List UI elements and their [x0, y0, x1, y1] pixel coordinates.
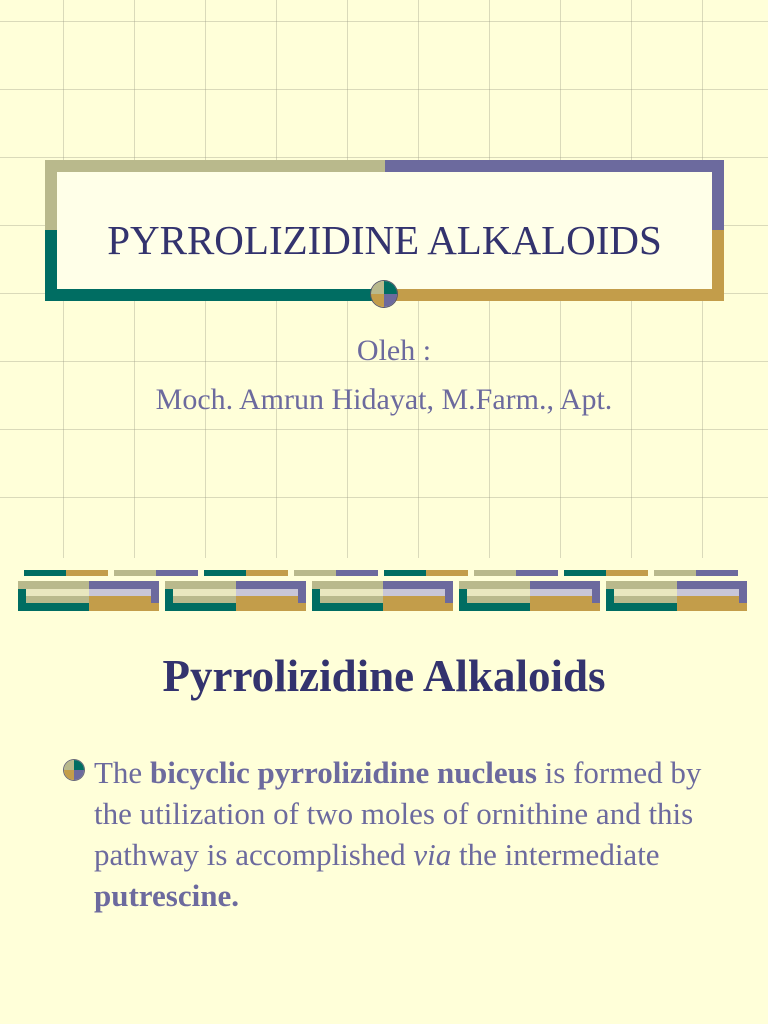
- frame-segment: [385, 160, 724, 172]
- decorative-bar: [606, 581, 747, 611]
- stripe: [66, 570, 108, 576]
- italic-term: via: [413, 837, 452, 872]
- stripe: [606, 570, 648, 576]
- stripe: [204, 570, 246, 576]
- quartered-circle-icon: [371, 281, 397, 307]
- stripe: [24, 570, 66, 576]
- decorative-bar: [312, 581, 453, 611]
- author-name: Moch. Amrun Hidayat, M.Farm., Apt.: [155, 383, 613, 416]
- stripe: [426, 570, 468, 576]
- frame-segment: [45, 160, 385, 172]
- frame-segment: [45, 289, 385, 301]
- slide-title: PYRROLIZIDINE ALKALOIDS: [107, 217, 662, 263]
- stripe: [474, 570, 516, 576]
- frame-segment: [712, 160, 724, 230]
- stripe: [114, 570, 156, 576]
- decorative-bar: [459, 581, 600, 611]
- decorative-bar: [18, 581, 159, 611]
- frame-segment: [45, 160, 57, 230]
- divider-stripes: [24, 570, 744, 576]
- stripe: [336, 570, 378, 576]
- stripe: [156, 570, 198, 576]
- stripe: [516, 570, 558, 576]
- text-run: The: [94, 755, 150, 790]
- frame-segment: [385, 289, 724, 301]
- stripe: [246, 570, 288, 576]
- text-run: the intermediate: [451, 837, 660, 872]
- stripe: [696, 570, 738, 576]
- quartered-circle-bullet-icon: [64, 760, 84, 780]
- stripe: [564, 570, 606, 576]
- title-panel: [57, 172, 712, 289]
- divider-bars: [18, 581, 750, 611]
- byline-label: Oleh :: [356, 334, 432, 367]
- bullet-text: [94, 752, 734, 916]
- stripe: [294, 570, 336, 576]
- bold-term: bicyclic pyrrolizidine nucleus: [149, 755, 537, 790]
- title-frame: [45, 160, 724, 301]
- bold-term: putrescine.: [94, 878, 239, 913]
- stripe: [384, 570, 426, 576]
- stripe: [654, 570, 696, 576]
- decorative-bar: [165, 581, 306, 611]
- text-run: is formed by the utilization of two moles of ornithine and this pathway is accomplished: [94, 755, 702, 872]
- slide-heading: Pyrrolizidine Alkaloids: [162, 651, 606, 701]
